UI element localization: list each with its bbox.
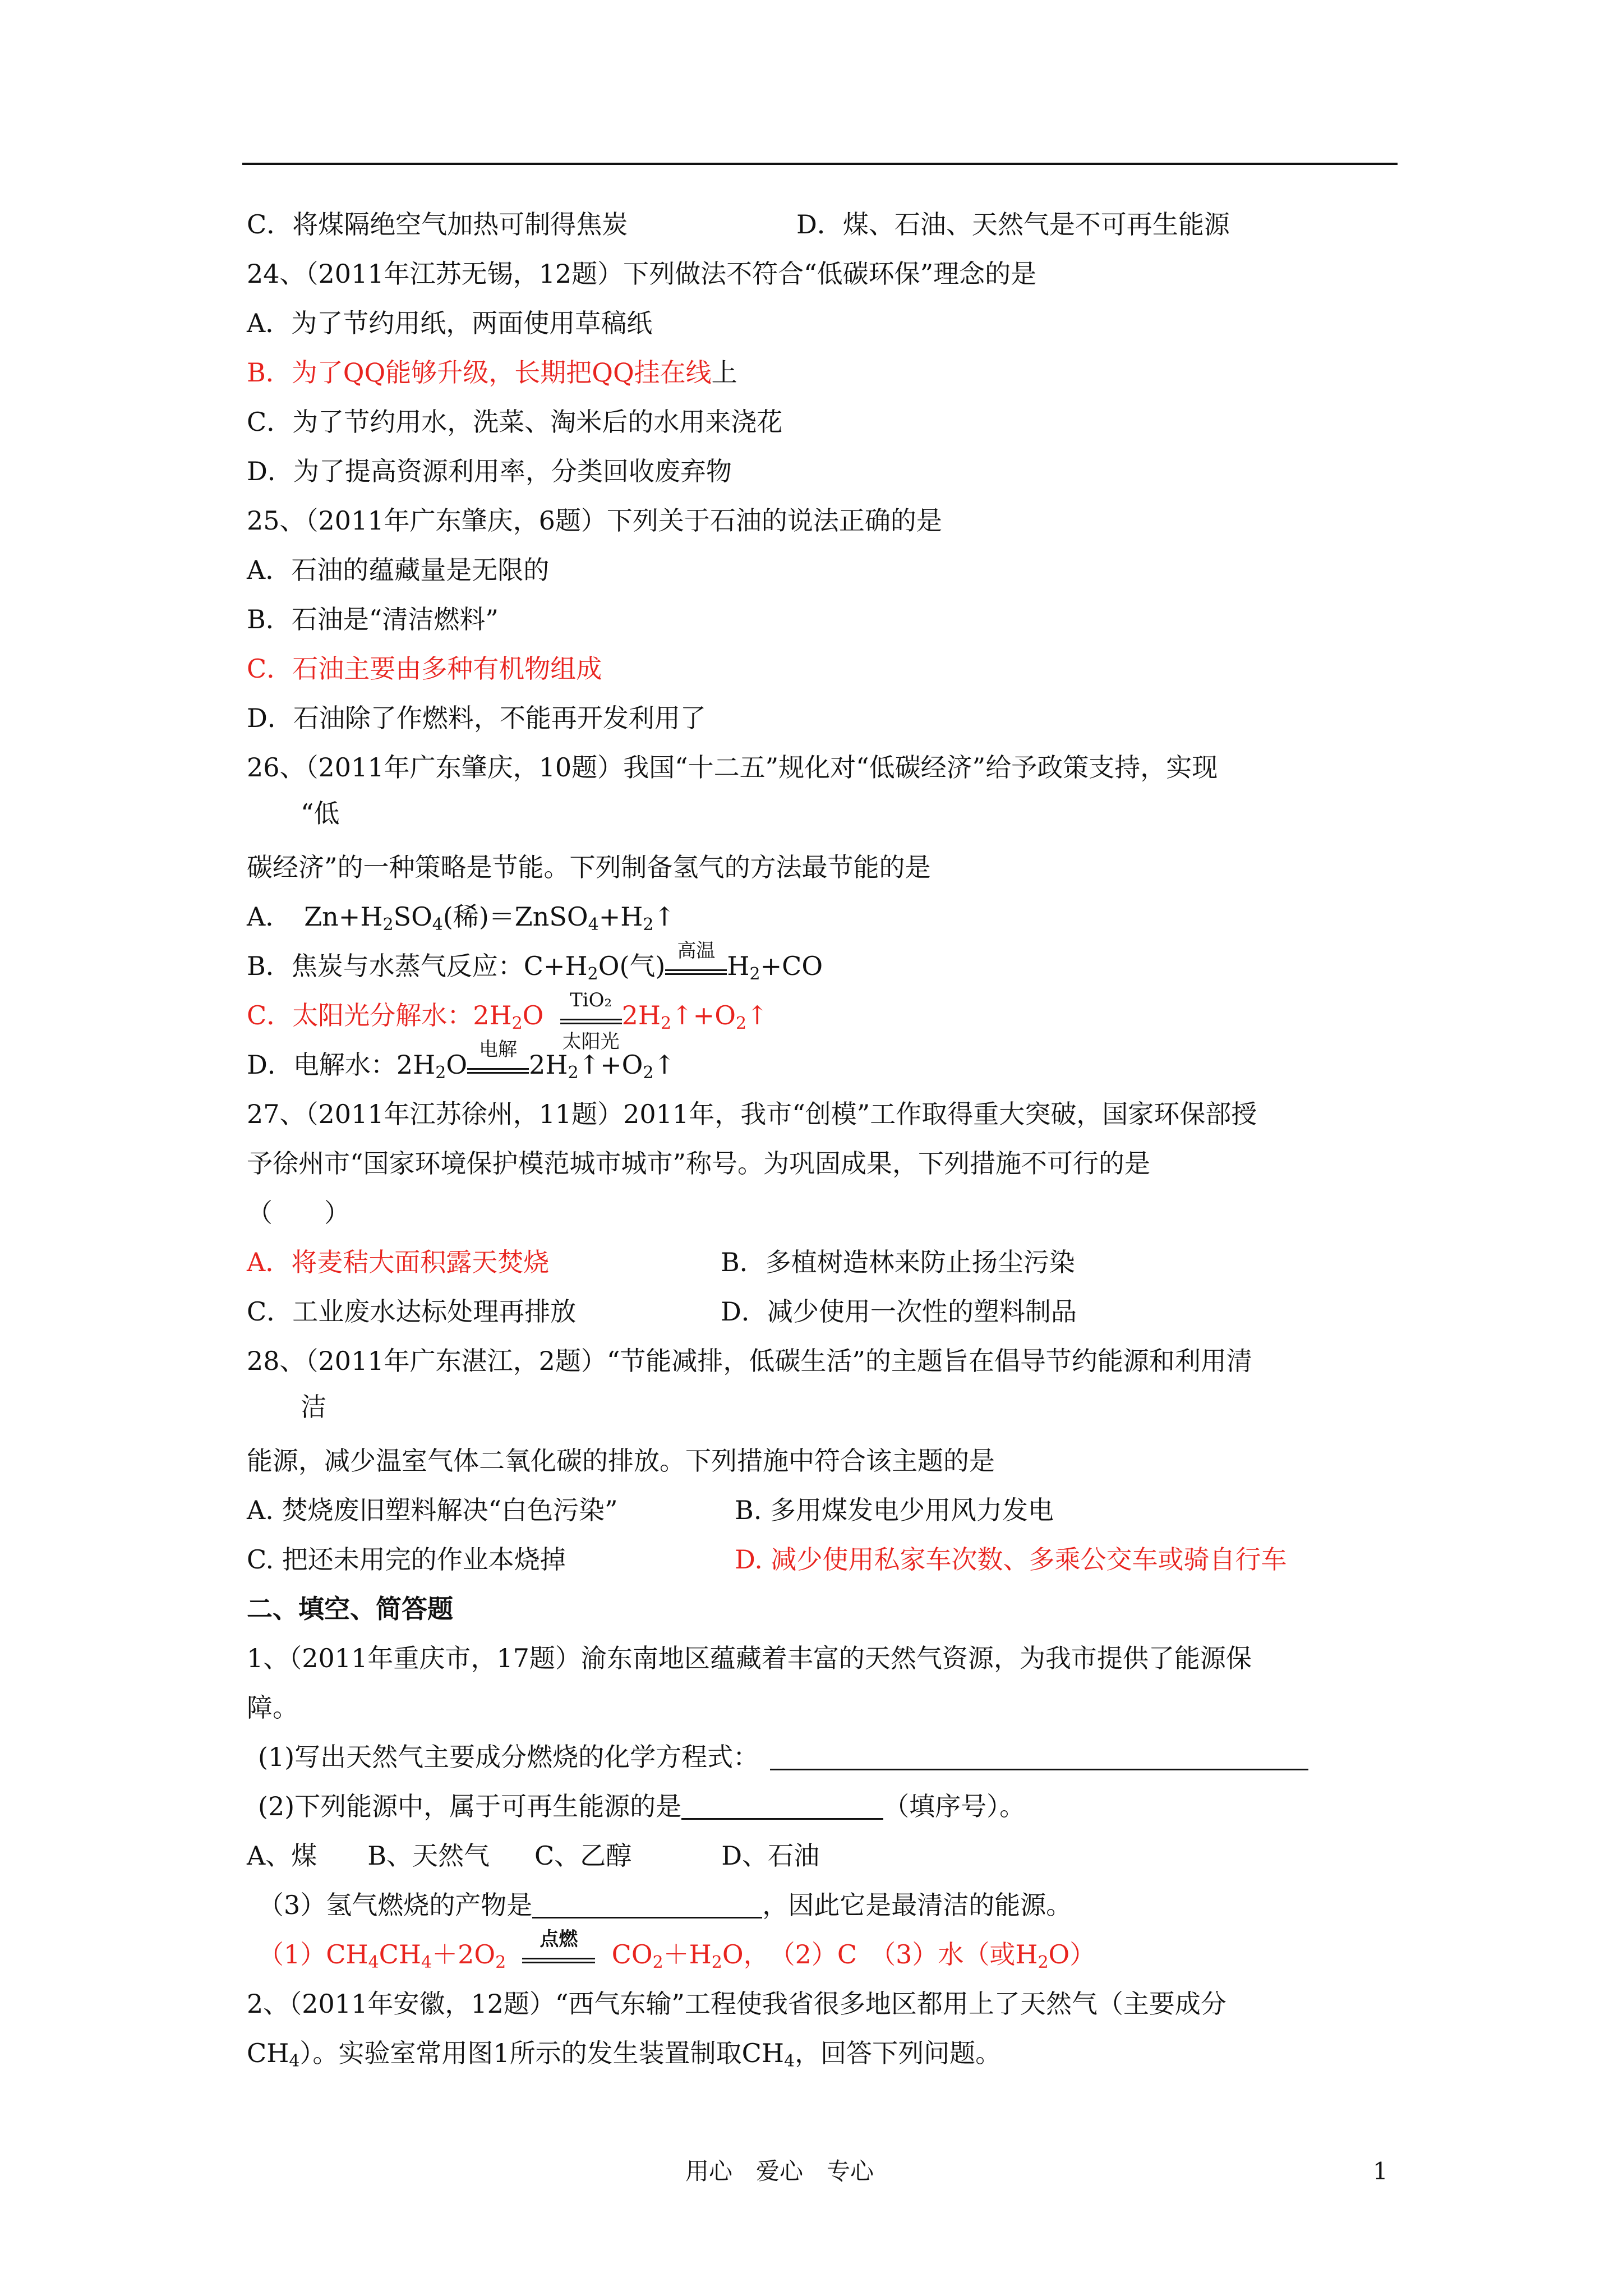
q24-option-d: D．为了提高资源利用率，分类回收废弃物 xyxy=(247,456,732,486)
reaction-condition: TiO₂ 太阳光 xyxy=(560,1007,622,1024)
q26-stem: 26、（2011年广东肇庆，10题）我国“十二五”规化对“低碳经济”给予政策支持，实现 xyxy=(247,752,1218,783)
reaction-condition: 高温 xyxy=(665,958,727,975)
q26-option-c: C．太阳光分解水：$2H_2O$ TiO₂ 太阳光 $2H_2↑+O_2↑$ xyxy=(247,989,768,1053)
fill-q2-stem-cont: $CH_4$）。实验室常用图1所示的发生装置制取$CH_4$，回答下列问题。 xyxy=(247,2038,1002,2071)
q26-option-b: B．焦炭与水蒸气反应：$C+H_2O$(气) 高温 $H_2+CO$ xyxy=(247,940,823,984)
q24-stem: 24、（2011年江苏无锡，12题）下列做法不符合“低碳环保”理念的是 xyxy=(247,259,1037,289)
section-heading: 二、填空、简答题 xyxy=(247,1594,453,1624)
q27-option-c: C．工业废水达标处理再排放 xyxy=(247,1296,577,1327)
q25-option-c: C．石油主要由多种有机物组成 xyxy=(247,654,602,684)
q25-option-b: B．石油是“清洁燃料” xyxy=(247,604,499,634)
q25-option-a: A．石油的蕴藏量是无限的 xyxy=(247,555,550,585)
reaction-condition: 电解 xyxy=(467,1057,529,1074)
q28-option-a: A. 焚烧废旧塑料解决“白色污染” xyxy=(247,1495,618,1525)
q27-answer-paren: （ ） xyxy=(247,1198,350,1228)
q28-option-c: C. 把还未用完的作业本烧掉 xyxy=(247,1544,566,1575)
fill-q1-part2: (2)下列能源中，属于可再生能源的是 （填序号）。 xyxy=(258,1791,1026,1821)
fill-q2-stem: 2、（2011年安徽，12题）“西气东输”工程使我省很多地区都用上了天然气（主要成分 xyxy=(247,1989,1227,2019)
fill-q1-stem: 1、（2011年重庆市，17题）渝东南地区蕴藏着丰富的天然气资源，为我市提供了能源保 xyxy=(247,1643,1252,1673)
fill-q1-answer: $(1)CH_4CH_4+2O_2$ 点燃 $CO_2+H_2O$， （2）C （3）水（或$H_2O$） xyxy=(258,1928,1096,1972)
q23-option-c: C．将煤隔绝空气加热可制得焦炭 xyxy=(247,209,628,240)
q27-option-d: D．减少使用一次性的塑料制品 xyxy=(721,1296,1077,1327)
q27-option-b: B．多植树造林来防止扬尘污染 xyxy=(721,1247,1075,1277)
q26-stem-wrap: “低 xyxy=(301,798,340,829)
q26-option-a: A． $Zn+H_2SO_4$(稀)$=ZnSO_4+H_2↑$ xyxy=(247,901,676,935)
fill-q1-choices: A、煤 B、天然气 C、乙醇 D、石油 xyxy=(247,1841,820,1871)
q24-option-b: B．为了QQ能够升级，长期把QQ挂在线上 xyxy=(247,357,737,388)
q26-option-d: D．电解水：$2H_2O$ 电解 $2H_2↑+O_2↑$ xyxy=(247,1038,676,1083)
q27-stem-cont: 予徐州市“国家环境保护模范城市城市”称号。为巩固成果，下列措施不可行的是 xyxy=(247,1148,1151,1179)
reaction-condition: 点燃 xyxy=(522,1947,595,1963)
header-rule xyxy=(242,163,1398,165)
q28-stem-cont: 能源，减少温室气体二氧化碳的排放。下列措施中符合该主题的是 xyxy=(247,1446,995,1476)
page-number: 1 xyxy=(1373,2157,1388,2185)
q28-option-b: B. 多用煤发电少用风力发电 xyxy=(735,1495,1054,1525)
q26-stem-cont: 碳经济”的一种策略是节能。下列制备氢气的方法最节能的是 xyxy=(247,852,931,882)
q27-stem: 27、（2011年江苏徐州，11题）2011年，我市“创模”工作取得重大突破，国家环保部授 xyxy=(247,1099,1257,1129)
q25-option-d: D．石油除了作燃料，不能再开发利用了 xyxy=(247,703,706,733)
q27-option-a: A．将麦秸大面积露天焚烧 xyxy=(247,1247,550,1277)
q24-option-a: A．为了节约用纸，两面使用草稿纸 xyxy=(247,308,653,338)
q23-option-d: D．煤、石油、天然气是不可再生能源 xyxy=(796,209,1230,240)
footer-slogan: 用心 爱心 专心 xyxy=(685,2157,874,2185)
q28-stem-wrap: 洁 xyxy=(301,1392,326,1422)
fill-q1-stem-cont: 障。 xyxy=(247,1692,298,1723)
answer-blank[interactable] xyxy=(770,1743,1308,1770)
fill-q1-part3: （3）氢气燃烧的产物是 ，因此它是最清洁的能源。 xyxy=(258,1890,1072,1920)
q28-option-d: D. 减少使用私家车次数、多乘公交车或骑自行车 xyxy=(735,1544,1287,1575)
q24-option-c: C．为了节约用水，洗菜、淘米后的水用来浇花 xyxy=(247,407,783,437)
q28-stem: 28、（2011年广东湛江，2题）“节能减排，低碳生活”的主题旨在倡导节约能源和利用清 xyxy=(247,1346,1252,1376)
q25-stem: 25、（2011年广东肇庆，6题）下列关于石油的说法正确的是 xyxy=(247,505,942,536)
answer-blank[interactable] xyxy=(681,1792,883,1820)
answer-blank[interactable] xyxy=(532,1891,762,1918)
fill-q1-part1: (1)写出天然气主要成分燃烧的化学方程式： xyxy=(258,1740,1308,1774)
